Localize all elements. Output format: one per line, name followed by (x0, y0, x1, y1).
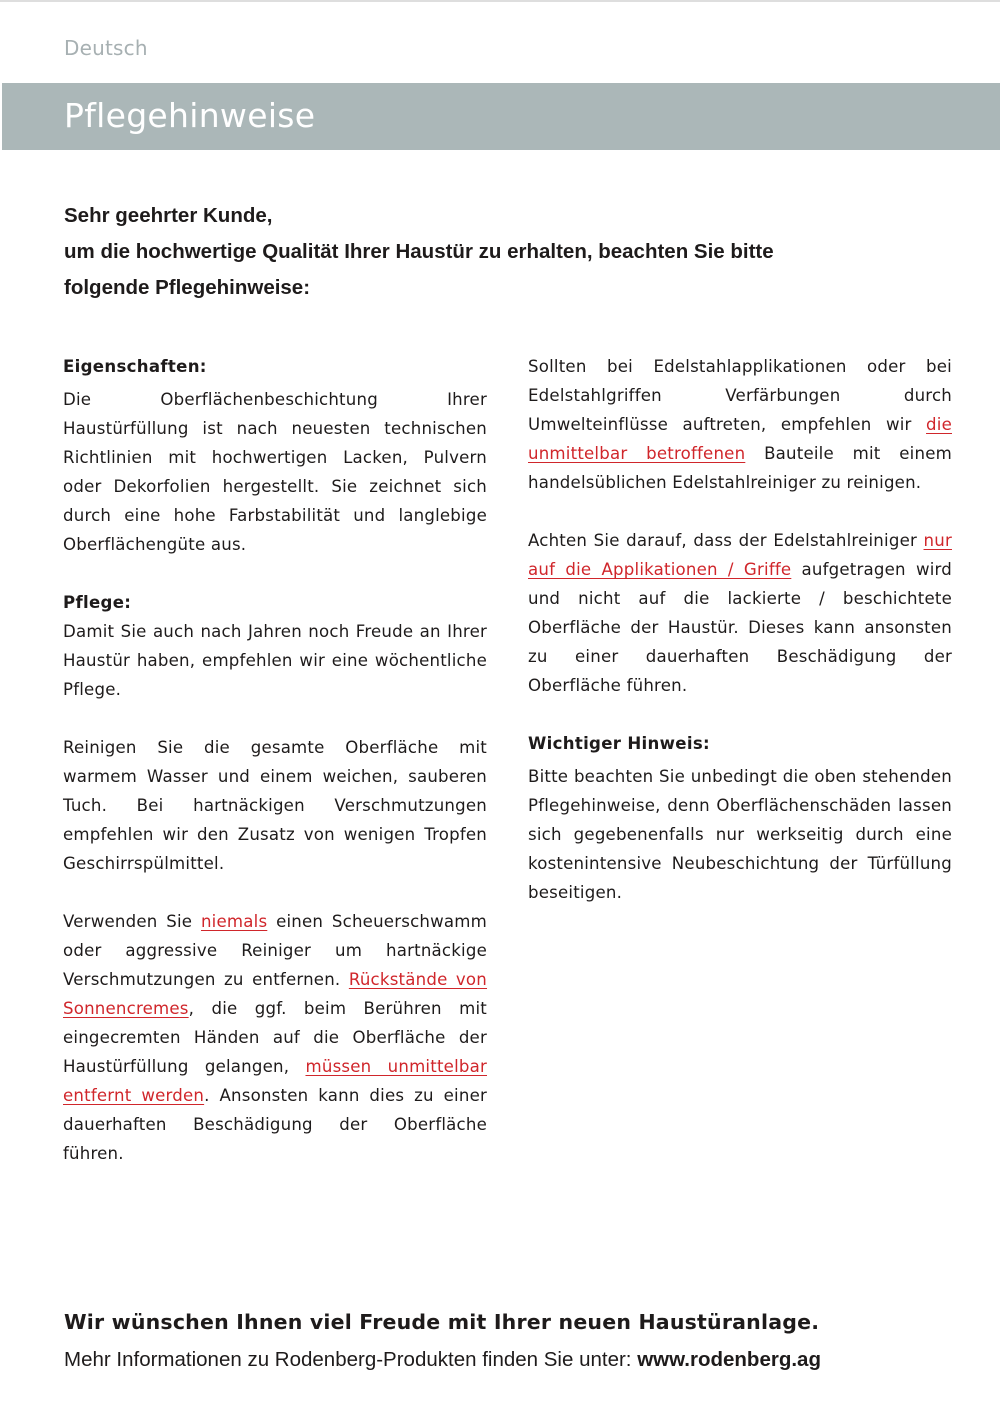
more-info-line (64, 1348, 821, 1372)
edelstahl-paragraph (528, 352, 952, 497)
right-column (528, 352, 952, 907)
text-run: Achten Sie darauf, dass der Edelstahlreiniger (528, 531, 924, 550)
closing-wish: Wir wünschen Ihnen viel Freude mit Ihrer neuen Haustüranlage. (64, 1310, 820, 1334)
page-title: Pflegehinweise (64, 96, 316, 135)
text-run: Sollten bei Edelstahlapplikationen oder bei Edelstahlgriffen Verfärbungen durch Umwelteinflüsse auftreten, empfehlen wir (528, 357, 952, 434)
intro-line: folgende Pflegehinweise: (64, 276, 311, 299)
edelstahlreiniger-paragraph (528, 526, 952, 700)
top-border (0, 0, 1000, 2)
intro-greeting (64, 198, 924, 306)
hinweis-text: Bitte beachten Sie unbedingt die oben stehenden Pflegehinweise, denn Oberflächenschäden lassen sich gegebenenfalls nur werkseitig durch eine kostenintensive Neubeschichtung der Türfüllung beseitigen. (528, 767, 952, 902)
highlight-applikationen: nur auf die Applikationen / Griffe (528, 531, 952, 579)
intro-line: Sehr geehrter Kunde, (64, 204, 273, 227)
pflege-paragraph-3 (63, 907, 487, 1168)
website-link[interactable]: www.rodenberg.ag (637, 1348, 821, 1371)
text-run: aufgetragen wird und nicht auf die lackierte / beschichtete Oberfläche der Haustür. Dieses kann ansonsten zu einer dauerhaften Beschädigung der Oberfläche führen. (528, 560, 952, 695)
text-run: einen Scheuerschwamm oder aggressive Reiniger um hartnäckige Verschmutzungen zu entfernen. (63, 912, 487, 989)
title-banner (2, 83, 1000, 150)
highlight-niemals: niemals (200, 912, 268, 931)
text-run: , die ggf. beim Berühren mit eingecremten Händen auf die Oberfläche der Haustürfüllung gelangen, (63, 999, 487, 1076)
pflege-paragraph-1: Damit Sie auch nach Jahren noch Freude an Ihrer Haustür haben, empfehlen wir eine wöchentliche Pflege. (63, 622, 487, 699)
pflege-paragraph-2: Reinigen Sie die gesamte Oberfläche mit warmem Wasser und einem weichen, sauberen Tuch. Bei hartnäckigen Verschmutzungen empfehlen wir den Zusatz von wenigen Tropfen Geschirrspülmittel. (63, 738, 487, 873)
section-heading-pflege: Pflege: (63, 593, 132, 612)
text-run: . Ansonsten kann dies zu einer dauerhaften Beschädigung der Oberfläche führen. (63, 1086, 488, 1163)
highlight-sonnencremes: Rückstände von Sonnencremes (63, 970, 488, 1018)
section-heading-hinweis: Wichtiger Hinweis: (528, 734, 710, 753)
highlight-betroffenen: die unmittelbar betroffenen (528, 415, 952, 463)
text-run: Verwenden Sie (63, 912, 201, 931)
eigenschaften-text: Die Oberflächenbeschichtung Ihrer Haustürfüllung ist nach neuesten technischen Richtlinien mit hochwertigen Lacken, Pulvern oder Dekorfolien hergestellt. Sie zeichnet sich durch eine hohe Farbstabilität und langlebige Oberflächengüte aus. (63, 390, 487, 554)
text-run: Bauteile mit einem handelsüblichen Edelstahlreiniger zu reinigen. (528, 444, 952, 492)
left-column (63, 352, 487, 1168)
section-heading-eigenschaften: Eigenschaften: (63, 357, 207, 376)
more-info-text: Mehr Informationen zu Rodenberg-Produkten finden Sie unter: (64, 1348, 638, 1371)
intro-line: um die hochwertige Qualität Ihrer Haustür zu erhalten, beachten Sie bitte (64, 240, 774, 263)
language-label: Deutsch (64, 36, 148, 60)
highlight-entfernt: müssen unmittelbar entfernt werden (63, 1057, 487, 1105)
